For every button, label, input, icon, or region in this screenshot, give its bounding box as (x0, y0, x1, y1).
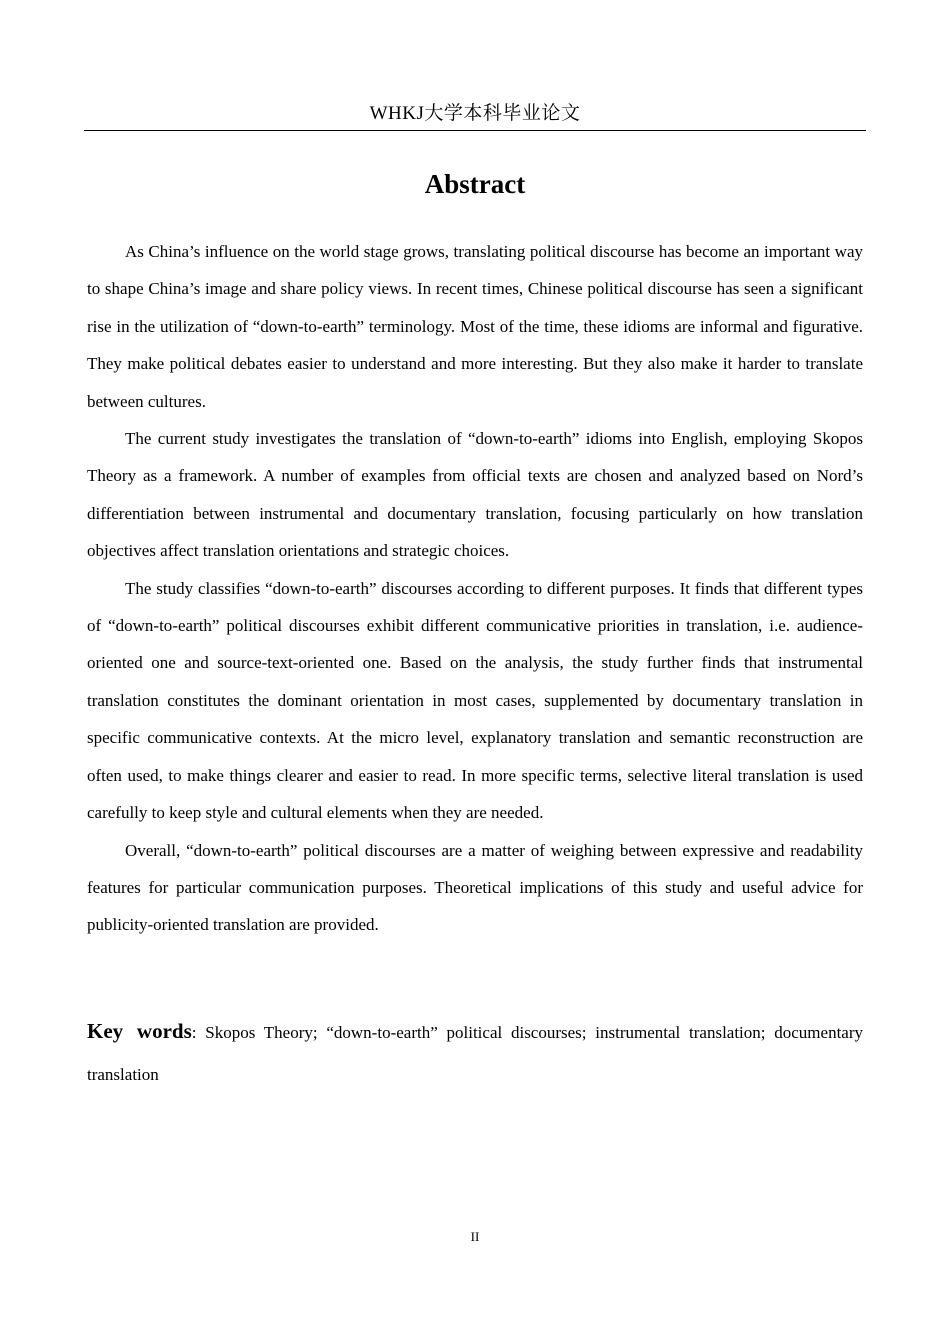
keywords-text: Skopos Theory; “down-to-earth” political discourses; instrumental translation; documentary translation (87, 1023, 864, 1084)
header-divider (84, 130, 866, 131)
running-header: WHKJ大学本科毕业论文 (369, 103, 581, 124)
abstract-paragraph-1: As China’s influence on the world stage grows, translating political discourse has become an important way to shape China’s image and share policy views. In recent times, Chinese political discourse has seen a significant rise in the utilization of “down-to-earth” terminology. Most of the time, these idioms are informal and figurative. They make political debates easier to understand and more interesting. But they also make it harder to translate between cultures. (87, 242, 863, 411)
abstract-title: Abstract (424, 169, 526, 199)
abstract-paragraph-4: Overall, “down-to-earth” political discourses are a matter of weighing between expressive and readability features for particular communication purposes. Theoretical implications of this study and useful advice for publicity-oriented translation are provided. (87, 840, 863, 935)
abstract-body (87, 233, 863, 944)
abstract-paragraph-2: The current study investigates the translation of “down-to-earth” idioms into English, employing Skopos Theory as a framework. A number of examples from official texts are chosen and analyzed based on Nord’s differentiation between instrumental and documentary translation, focusing particularly on how translation objectives affect translation orientations and strategic choices. (87, 429, 863, 561)
keywords-line (87, 1010, 863, 1096)
abstract-paragraph-3: The study classifies “down-to-earth” discourses according to different purposes. It finds that different types of “down-to-earth” political discourses exhibit different communicative priorities in translation, i.e. audience-oriented one and source-text-oriented one. Based on the analysis, the study further finds that instrumental translation constitutes the dominant orientation in most cases, supplemented by documentary translation in specific communicative contexts. At the micro level, explanatory translation and semantic reconstruction are often used, to make things clearer and easier to read. In more specific terms, selective literal translation is used carefully to keep style and cultural elements when they are needed. (87, 578, 863, 823)
keywords-separator: : (191, 1023, 197, 1042)
page-number: II (470, 1229, 480, 1244)
keywords-label: Key words (87, 1019, 192, 1043)
